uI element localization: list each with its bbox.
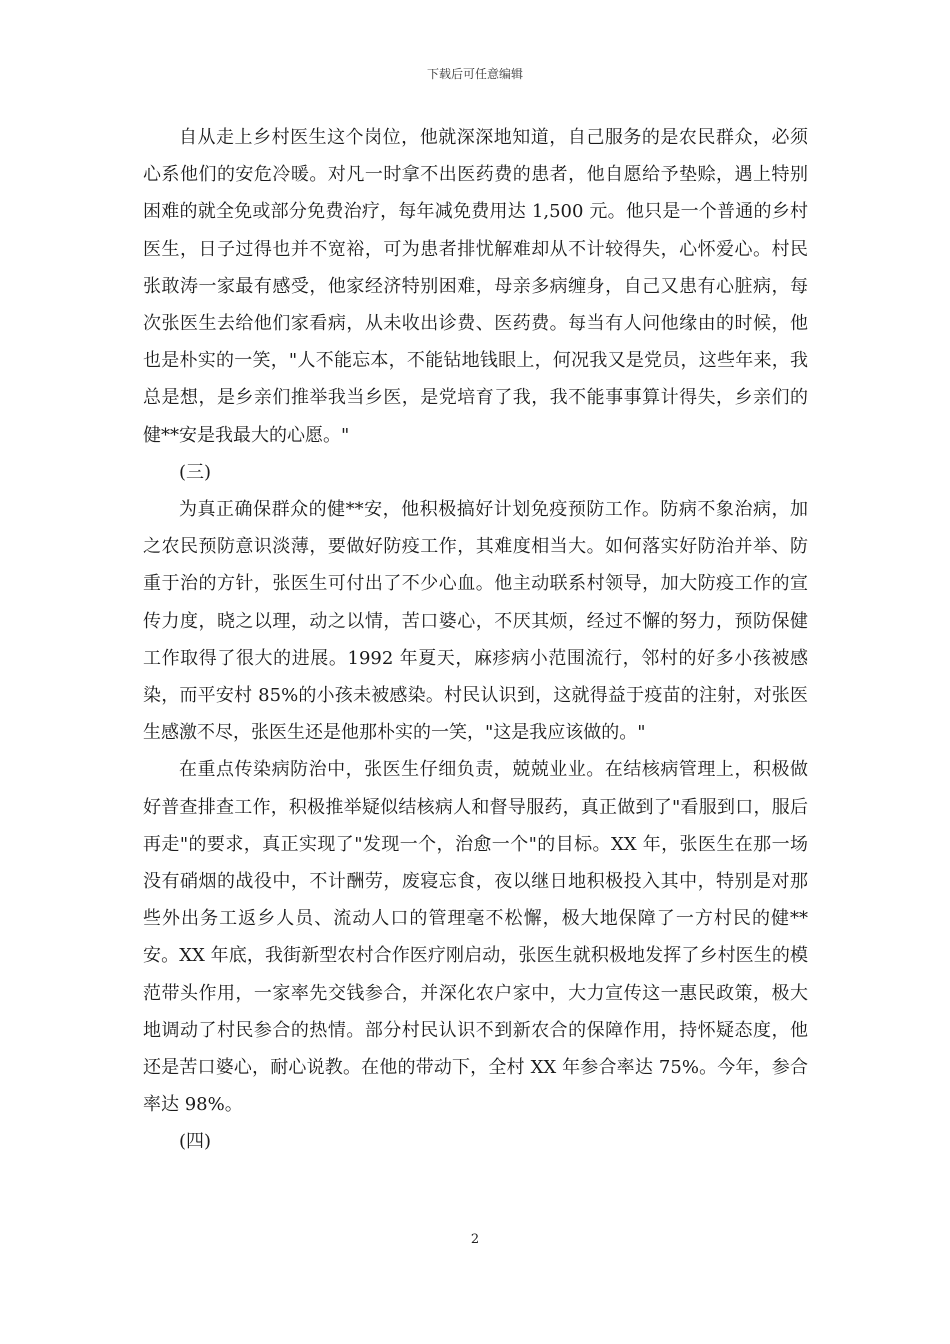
paragraph-immunization: 为真正确保群众的健**安，他积极搞好计划免疫预防工作。防病不象治病，加之农民预防意识淡薄，要做好防疫工作，其难度相当大。如何落实好防治并举、防重于治的方针，张医生可付出了不少心血。他主动联系村领导，加大防疫工作的宣传力度，晓之以理，动之以情，苦口婆心，不厌其烦，经过不懈的努力，预防保健工作取得了很大的进展。1992 年夏天，麻疹病小范围流行，邻村的好多小孩被感染，而平安村 85%的小孩未被感染。村民认识到，这就得益于疫苗的注射，对张医生感激不尽，张医生还是他那朴实的一笑，"这是我应该做的。" [143,499,808,744]
page-number: 2 [470,1232,480,1247]
paragraph-disease-control: 在重点传染病防治中，张医生仔细负责，兢兢业业。在结核病管理上，积极做好普查排查工作，积极推举疑似结核病人和督导服药，真正做到了"看服到口，服后再走"的要求，真正实现了"发现一个，治愈一个"的目标。XX 年，张医生在那一场没有硝烟的战役中，不计酬劳，废寝忘食，夜以继日地积极投入其中，特别是对那些外出务工返乡人员、流动人口的管理毫不松懈，极大地保障了一方村民的健**安。XX 年底，我街新型农村合作医疗刚启动，张医生就积极地发挥了乡村医生的模范带头作用，一家率先交钱参合，并深化农户家中，大力宣传这一惠民政策，极大地调动了村民参合的热情。部分村民认识不到新农合的保障作用，持怀疑态度，他还是苦口婆心，耐心说教。在他的带动下，全村 XX 年参合率达 75%。今年，参合率达 98%。 [143,759,808,1116]
section-heading-three: (三) [179,461,212,483]
document-body [143,119,808,1161]
section-heading-four: (四) [179,1131,212,1153]
paragraph-doctor-service: 自从走上乡村医生这个岗位，他就深深地知道，自己服务的是农民群众，必须心系他们的安危冷暖。对凡一时拿不出医药费的患者，他自愿给予垫赊，遇上特别困难的就全免或部分免费治疗，每年减免费用达 1,500 元。他只是一个普通的乡村医生，日子过得也并不宽裕，可为患者排忧解难却从不计较得失，心怀爱心。村民张敢涛一家最有感受，他家经济特别困难，母亲多病缠身，自己又患有心脏病，每次张医生去给他们家看病，从未收出诊费、医药费。每当有人问他缘由的时候，他也是朴实的一笑，"人不能忘本，不能钻地钱眼上，何况我又是党员，这些年来，我总是想，是乡亲们推举我当乡医，是党培育了我，我不能事事算计得失，乡亲们的健**安是我最大的心愿。" [143,127,808,446]
page-header: 下载后可任意编辑 [426,67,523,81]
